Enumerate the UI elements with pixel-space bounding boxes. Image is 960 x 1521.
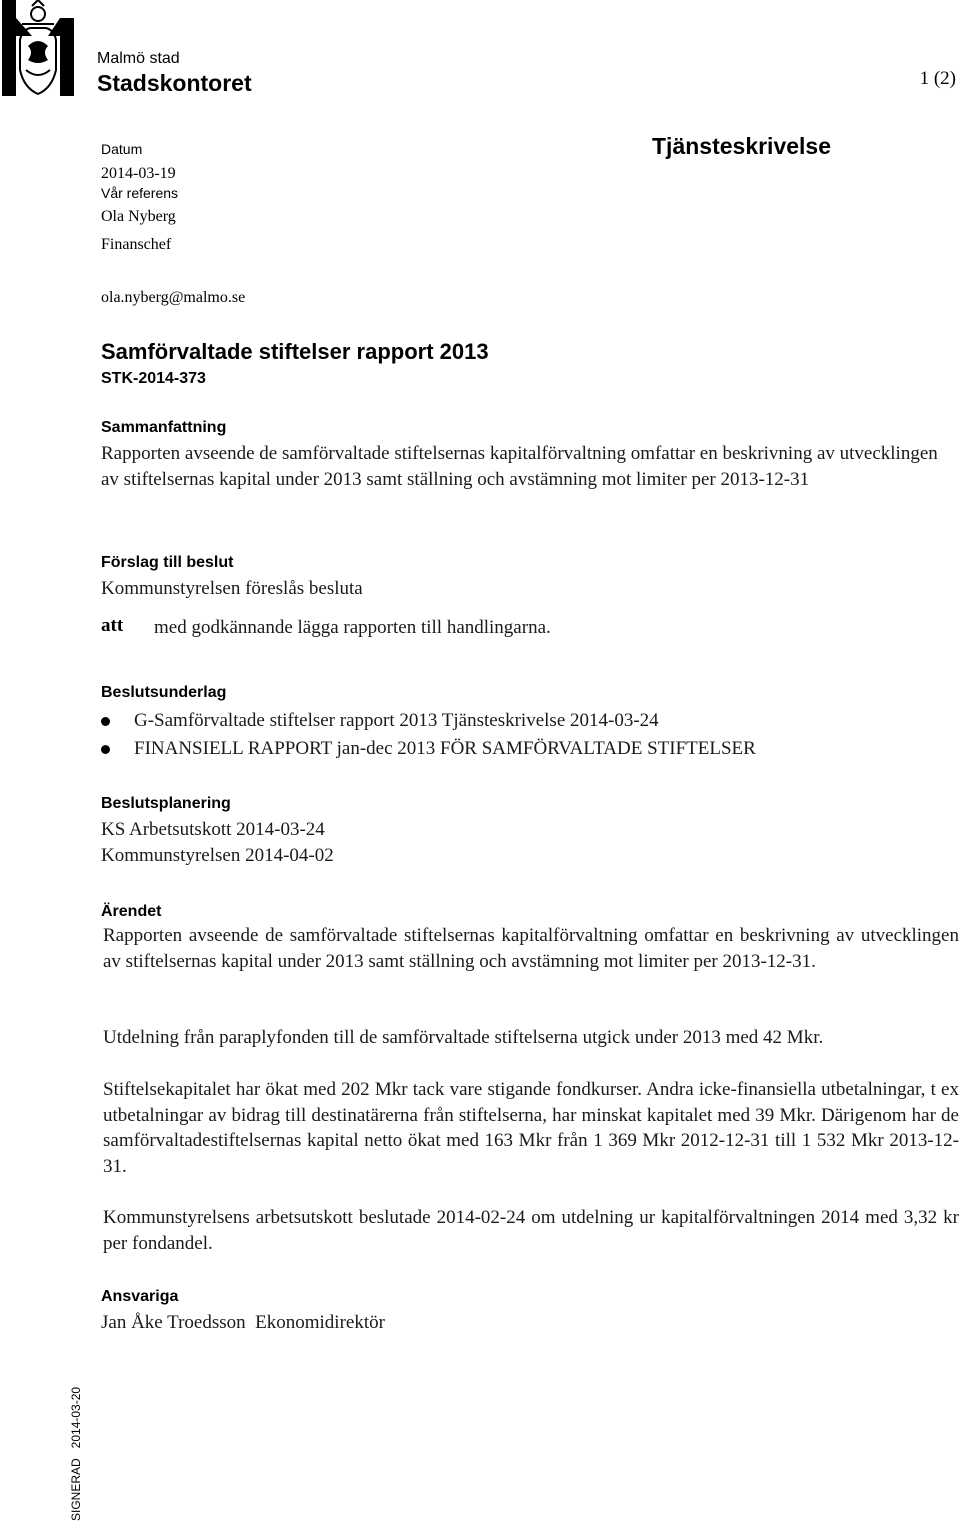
- malmo-coat-of-arms-icon: [2, 0, 74, 96]
- responsible-text: Jan Åke Troedsson Ekonomidirektör: [101, 1312, 385, 1333]
- matter-paragraph: Utdelning från paraplyfonden till de samförvaltade stiftelserna utgick under 2013 med 42 Mkr.: [103, 1027, 824, 1048]
- document-title: Samförvaltade stiftelser rapport 2013: [101, 339, 489, 364]
- matter-paragraph: Rapporten avseende de samförvaltade stiftelsernas kapitalförvaltning omfattar en beskrivning av utvecklingen av stiftelsernas kapital under 2013 samt ställning och avstämning mot limiter per 2013-12-31.: [103, 925, 959, 972]
- planning-heading: Beslutsplanering: [101, 795, 231, 812]
- bullet-icon: [101, 745, 110, 754]
- matter-paragraph: Kommunstyrelsens arbetsutskott beslutade 2014-02-24 om utdelning ur kapitalförvaltningen 2014 med 3,32 kr per fondandel.: [103, 1207, 959, 1254]
- date-value: 2014-03-19: [101, 165, 176, 182]
- case-number: STK-2014-373: [101, 370, 206, 387]
- basis-item-text: G-Samförvaltade stiftelser rapport 2013 Tjänsteskrivelse 2014-03-24: [134, 710, 659, 731]
- summary-heading: Sammanfattning: [101, 419, 227, 436]
- bullet-icon: [101, 717, 110, 726]
- proposal-heading: Förslag till beslut: [101, 554, 234, 571]
- basis-item-text: FINANSIELL RAPPORT jan-dec 2013 FÖR SAMFÖRVALTADE STIFTELSER: [134, 738, 756, 759]
- summary-text: Rapporten avseende de samförvaltade stiftelsernas kapitalförvaltning omfattar en beskrivning av utvecklingen av stiftelsernas kapital under 2013 samt ställning och avstämning mot limiter per 2013-12-31: [101, 443, 938, 490]
- matter-heading: Ärendet: [101, 903, 162, 920]
- matter-paragraph: Stiftelsekapitalet har ökat med 202 Mkr tack vare stigande fondkurser. Andra icke-finansiella utbetalningar, t ex utbetalningar av bidrag till destinatärerna från stiftelserna, har minskat kapitalet med 39 Mkr. Därigenom har de samförvaltadestiftelsernas kapital netto ökat med 163 Mkr från 1 369 Mkr 2012-12-31 till 1 532 Mkr 2013-12-31.: [103, 1079, 959, 1177]
- proposal-att-label: att: [101, 615, 124, 636]
- document-type: Tjänsteskrivelse: [652, 133, 832, 159]
- proposal-decision: med godkännande lägga rapporten till handlingarna.: [154, 617, 551, 638]
- department-name: Stadskontoret: [97, 70, 252, 96]
- page-number: 1 (2): [919, 68, 956, 89]
- reference-title: Finanschef: [101, 236, 172, 253]
- basis-heading: Beslutsunderlag: [101, 684, 227, 701]
- planning-line: Kommunstyrelsen 2014-04-02: [101, 845, 334, 866]
- reference-label: Vår referens: [101, 185, 179, 201]
- organization-name: Malmö stad: [97, 50, 180, 67]
- reference-email: ola.nyberg@malmo.se: [101, 289, 246, 306]
- date-label: Datum: [101, 141, 143, 157]
- planning-line: KS Arbetsutskott 2014-03-24: [101, 819, 325, 840]
- reference-name: Ola Nyberg: [101, 208, 176, 225]
- responsible-heading: Ansvariga: [101, 1288, 179, 1305]
- signed-stamp: SIGNERAD 2014-03-20: [69, 1386, 83, 1521]
- proposal-intro: Kommunstyrelsen föreslås besluta: [101, 578, 363, 599]
